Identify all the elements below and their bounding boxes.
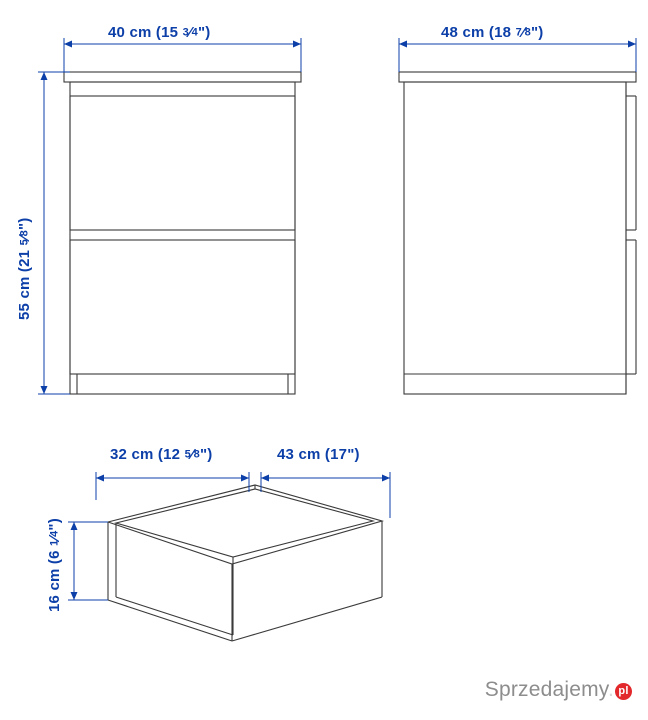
watermark-dot: . xyxy=(607,678,614,701)
drawer-height-dimension xyxy=(68,522,108,600)
front-width-label: 40 cm (15 3⁄4") xyxy=(108,24,211,41)
front-height-label: 55 cm (21 5⁄8") xyxy=(16,217,33,320)
watermark-pl-badge: pl xyxy=(615,683,632,700)
drawer-height-label: 16 cm (6 1⁄4") xyxy=(46,518,63,612)
front-view-chest xyxy=(64,72,301,394)
side-depth-dimension xyxy=(399,38,636,72)
drawer-depth-dimension xyxy=(261,472,390,518)
watermark xyxy=(485,678,632,702)
drawer-box xyxy=(108,485,382,641)
drawer-depth-label: 43 cm (17") xyxy=(277,446,360,463)
front-width-dimension xyxy=(64,38,301,72)
front-height-dimension xyxy=(38,72,70,394)
drawer-width-label: 32 cm (12 5⁄8") xyxy=(110,446,213,463)
side-depth-label: 48 cm (18 7⁄8") xyxy=(441,24,544,41)
side-view-chest xyxy=(399,72,636,394)
watermark-text: Sprzedajemy xyxy=(484,678,608,701)
